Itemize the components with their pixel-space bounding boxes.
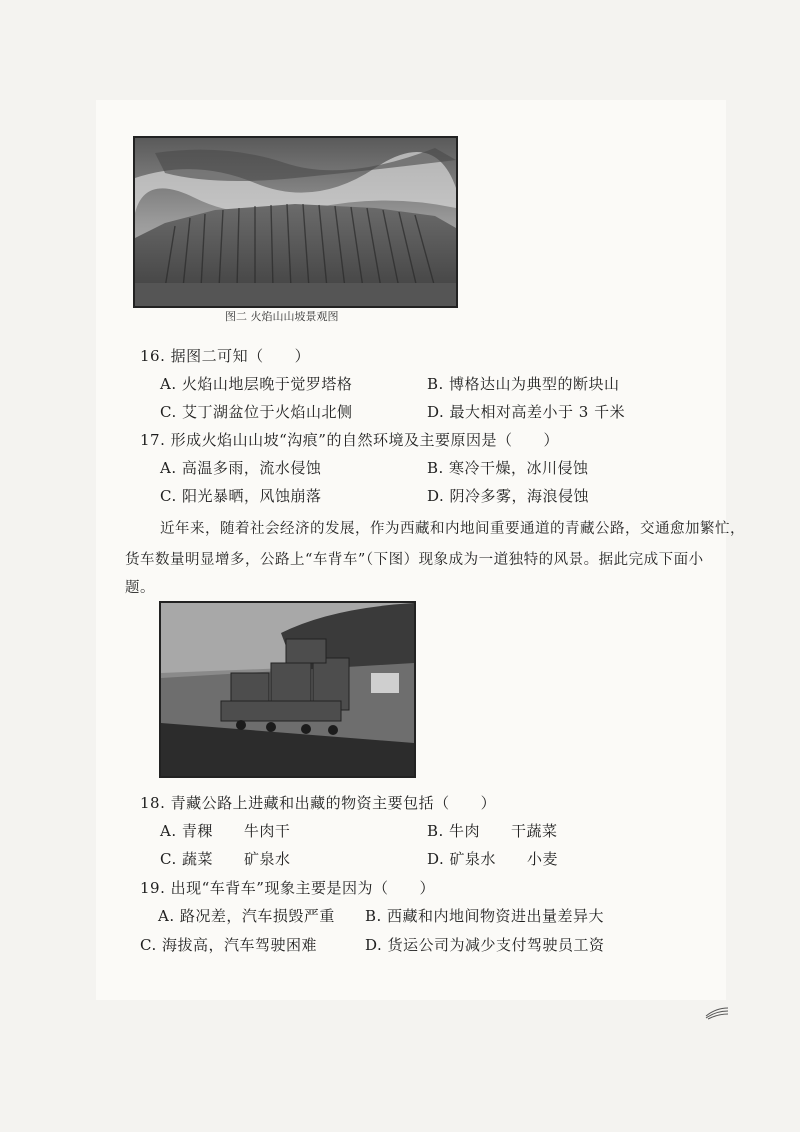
question-18-option-b: B. 牛肉 干蔬菜: [427, 822, 558, 840]
question-16-option-c: C. 艾丁湖盆位于火焰山北侧: [160, 403, 353, 421]
question-16-option-a: A. 火焰山地层晚于觉罗塔格: [160, 375, 353, 393]
question-19-option-a: A. 路况差，汽车损毁严重: [158, 907, 335, 925]
question-16-option-b: B. 博格达山为典型的断块山: [427, 375, 620, 393]
question-17-option-d: D. 阴冷多雾，海浪侵蚀: [427, 487, 590, 505]
figure-caption: 图二 火焰山山坡景观图: [225, 310, 339, 323]
passage-line-3: 题。: [125, 580, 155, 596]
scan-mark-icon: [704, 1004, 730, 1020]
question-17-option-a: A. 高温多雨，流水侵蚀: [160, 459, 322, 477]
truck-on-truck-photo: [159, 601, 416, 778]
question-18-option-d: D. 矿泉水 小麦: [427, 850, 559, 868]
question-18-stem: 18. 青藏公路上进藏和出藏的物资主要包括（ ）: [140, 794, 497, 812]
question-17-stem: 17. 形成火焰山山坡“沟痕”的自然环境及主要原因是（ ）: [140, 431, 559, 449]
question-18-option-a: A. 青稞 牛肉干: [160, 822, 291, 840]
question-19-option-b: B. 西藏和内地间物资进出量差异大: [365, 907, 605, 925]
question-19-option-c: C. 海拔高，汽车驾驶困难: [140, 936, 317, 954]
question-16-stem: 16. 据图二可知（ ）: [140, 347, 311, 365]
question-19-option-d: D. 货运公司为减少支付驾驶员工资: [365, 936, 605, 954]
passage-line-1: 近年来，随着社会经济的发展，作为西藏和内地间重要通道的青藏公路，交通愈加繁忙，: [160, 521, 745, 537]
question-18-option-c: C. 蔬菜 矿泉水: [160, 850, 291, 868]
flaming-mountain-photo: [133, 136, 458, 308]
question-17-option-c: C. 阳光暴晒，风蚀崩落: [160, 487, 322, 505]
question-17-option-b: B. 寒冷干燥，冰川侵蚀: [427, 459, 589, 477]
question-19-stem: 19. 出现“车背车”现象主要是因为（ ）: [140, 879, 435, 897]
passage-line-2: 货车数量明显增多，公路上“车背车”（下图）现象成为一道独特的风景。据此完成下面小: [125, 552, 704, 568]
question-16-option-d: D. 最大相对高差小于 3 千米: [427, 403, 626, 421]
